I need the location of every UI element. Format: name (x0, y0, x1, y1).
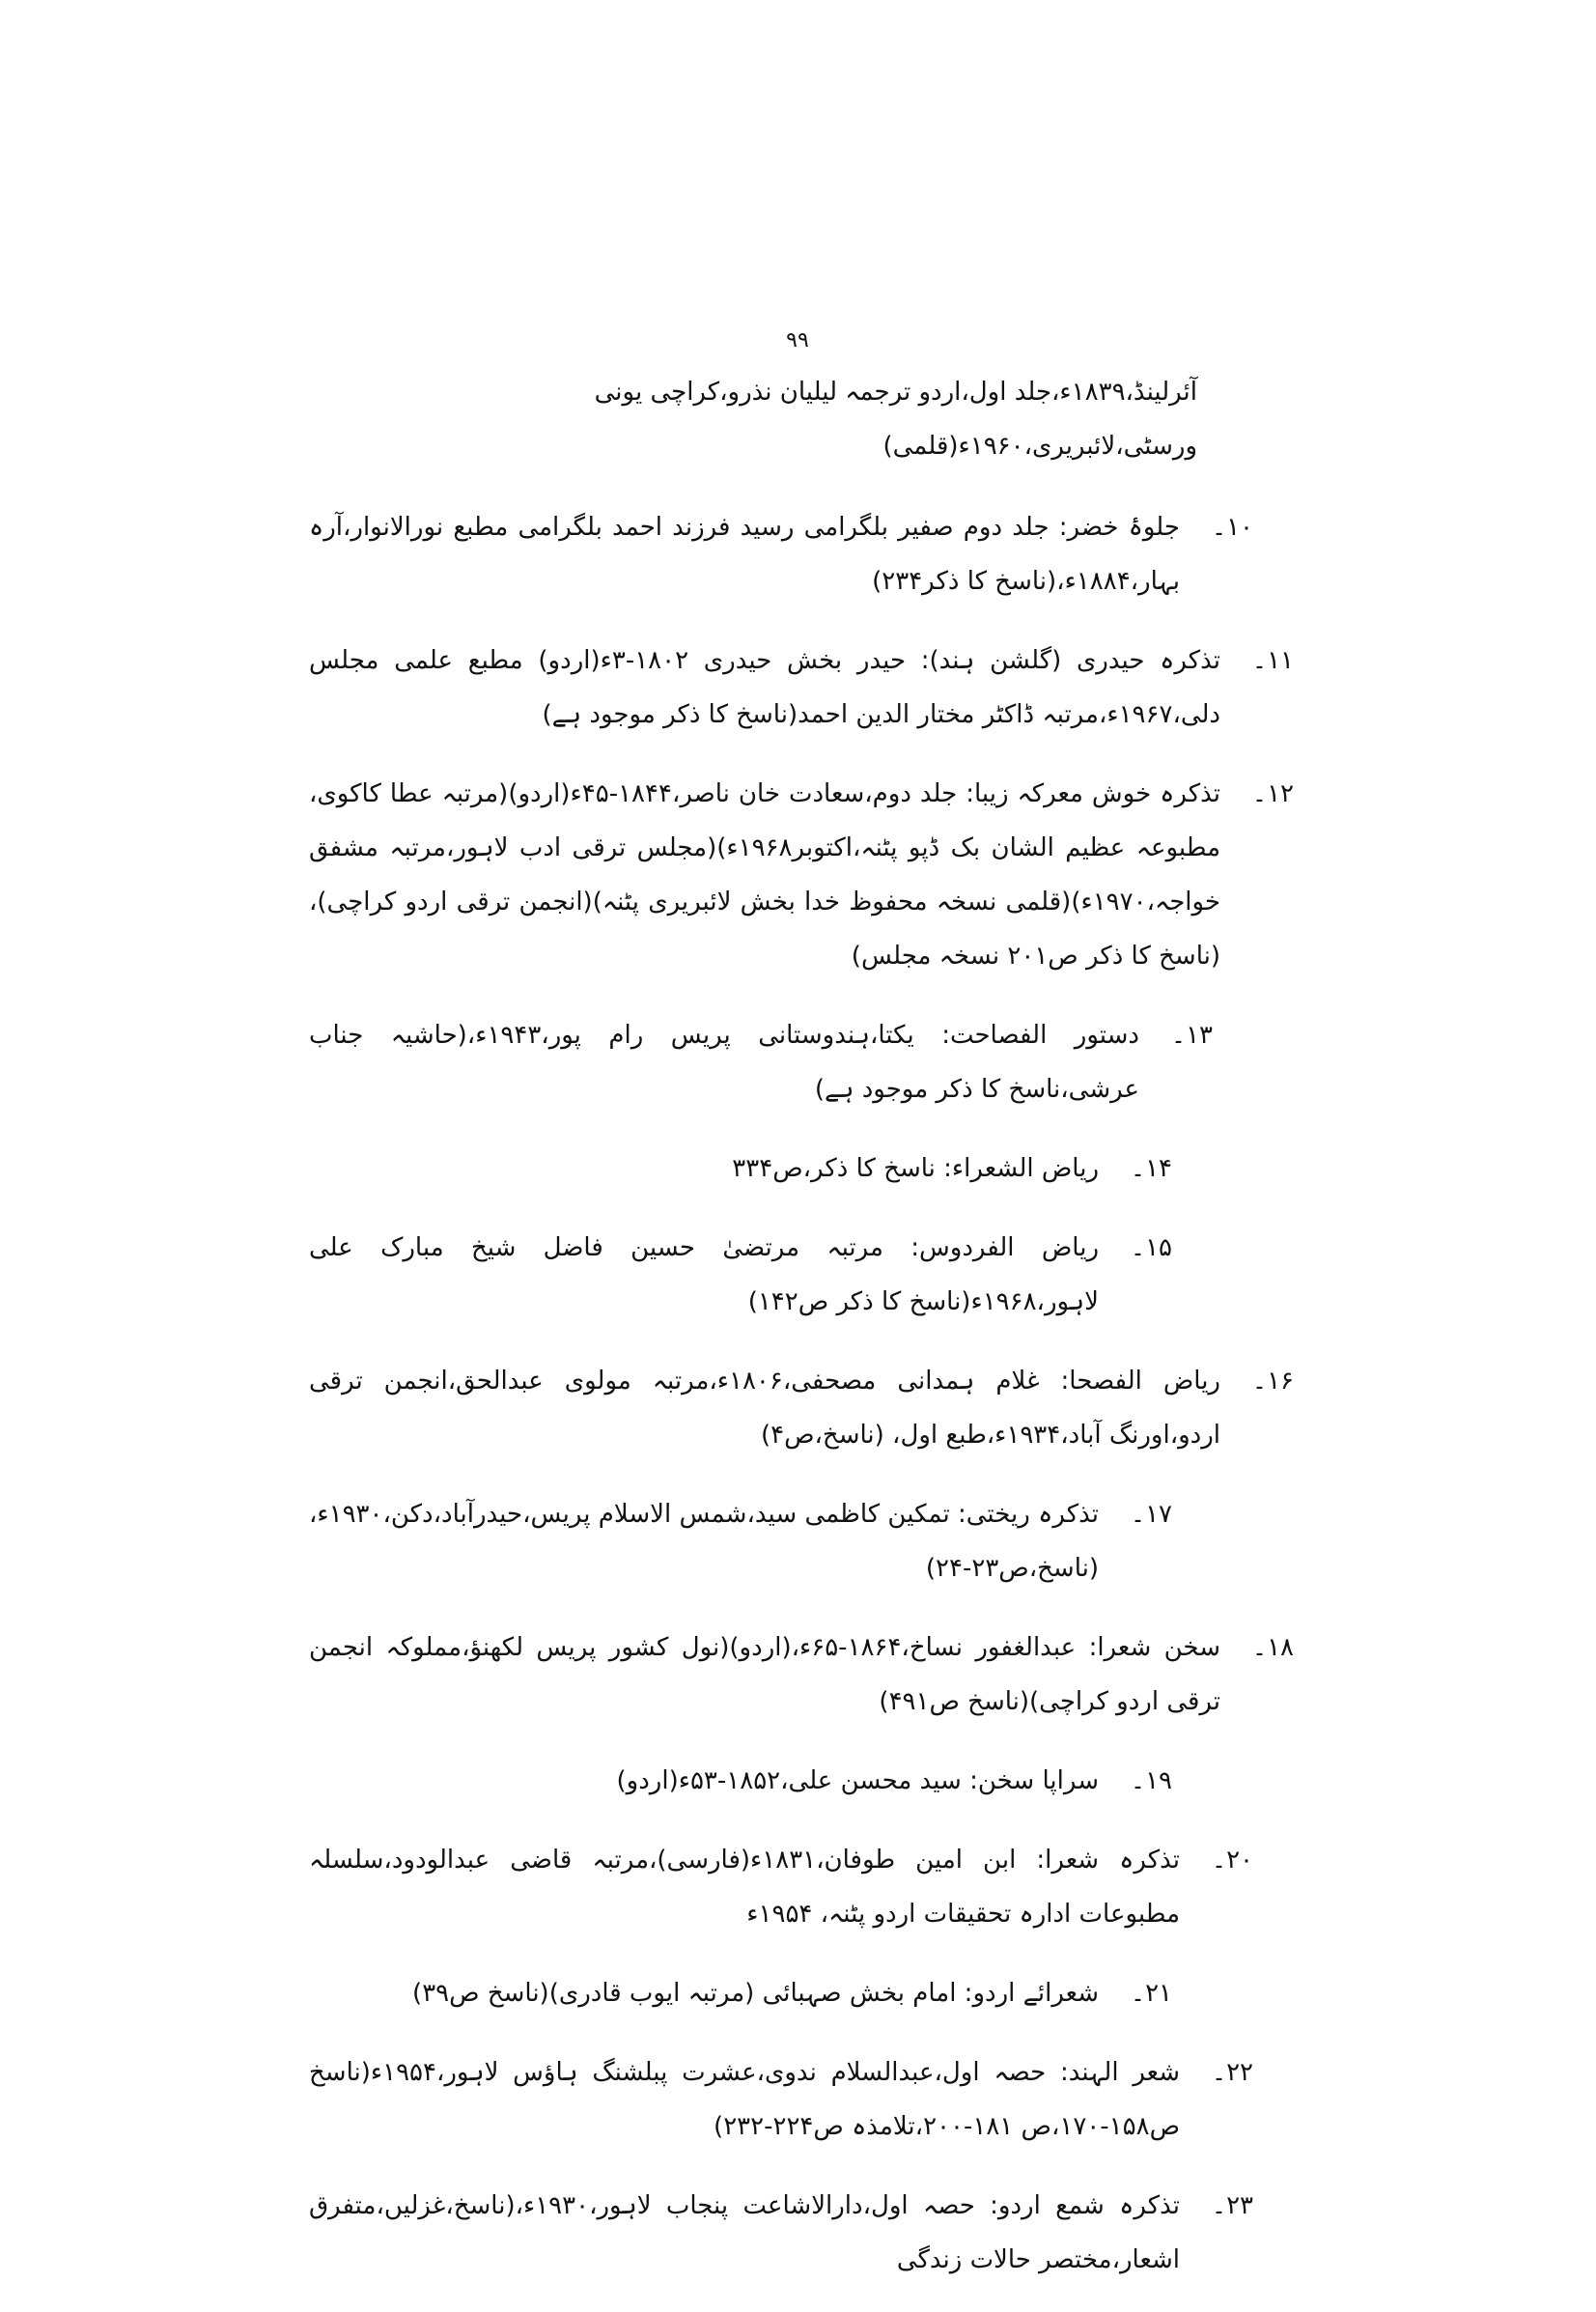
entry-number: ۲۱۔ (1130, 1979, 1172, 2008)
list-item (309, 1487, 1294, 1595)
entry-number: ۲۲۔ (1211, 2058, 1253, 2087)
list-item (309, 1833, 1294, 1941)
bibliography-list (309, 365, 1294, 2312)
entry-text: تذکرہ خوش معرکہ زیبا: جلد دوم،سعادت خان ناصر،۱۸۴۴-۴۵ء(اردو)(مرتبہ عطا کاکوی، مطبوعہ عظیم الشان بک ڈپو پٹنہ،اکتوبر۱۹۶۸ء)(مجلس ترقی ادب لاہور،مرتبہ مشفق خواجہ،۱۹۷۰ء)(قلمی نسخہ محفوظ خدا بخش لائبریری پٹنہ)(انجمن ترقی اردو کراچی)،(ناسخ کا ذکر ص۲۰۱ نسخہ مجلس) (309, 779, 1221, 971)
list-item (309, 500, 1294, 608)
continued-entry-text: آئرلینڈ،۱۸۳۹ء،جلد اول،اردو ترجمہ لیلیان نذرو،کراچی یونی ورسٹی،لائبریری،۱۹۶۰ء(قلمی) (594, 378, 1197, 461)
entry-text: تذکرہ ریختی: تمکین کاظمی سید،شمس الاسلام پریس،حیدرآباد،دکن،۱۹۳۰ء،(ناسخ،ص۲۳-۲۴) (309, 1500, 1099, 1583)
entry-text: شعر الہند: حصہ اول،عبدالسلام ندوی،عشرت پبلشنگ ہاؤس لاہور،۱۹۵۴ء(ناسخ ص۱۵۸-۱۷۰،ص ۱۸۱-۲۰۰،تلامذہ ص۲۲۴-۲۳۲) (309, 2058, 1180, 2141)
entry-text: ریاض الشعراء: ناسخ کا ذکر،ص۳۳۴ (732, 1154, 1099, 1183)
entry-number: ۱۱۔ (1251, 646, 1294, 675)
list-item (309, 2045, 1294, 2154)
entry-text: ریاض الفصحا: غلام ہمدانی مصحفی،۱۸۰۶ء،مرتبہ مولوی عبدالحق،انجمن ترقی اردو،اورنگ آباد،۱۹۳۴ء،طبع اول، (ناسخ،ص۴) (309, 1367, 1220, 1450)
entry-text: جلوۂ خضر: جلد دوم صفیر بلگرامی رسید فرزند احمد بلگرامی مطبع نورالانوار،آرہ بہار،۱۸۸۴ء،(ناسخ کا ذکر۲۳۴) (309, 513, 1180, 596)
entry-text: سراپا سخن: سید محسن علی،۱۸۵۲-۵۳ء(اردو) (616, 1766, 1099, 1795)
entry-text: تذکرہ حیدری (گلشن ہند): حیدر بخش حیدری ۱۸۰۲-۳ء(اردو) مطبع علمی مجلس دلی،۱۹۶۷ء،مرتبہ ڈاکٹر مختار الدین احمد(ناسخ کا ذکر موجود ہے) (309, 646, 1220, 729)
entry-number: ۱۰۔ (1211, 513, 1253, 542)
entry-text: تذکرہ شمع اردو: حصہ اول،دارالاشاعت پنجاب لاہور،۱۹۳۰ء،(ناسخ،غزلیں،متفرق اشعار،مختصر حالات زندگی (309, 2191, 1180, 2274)
list-item (309, 1221, 1294, 1329)
list-item (309, 767, 1294, 983)
page-number: ۹۹ (786, 328, 809, 352)
list-item (309, 1966, 1294, 2020)
entry-text: تذکرہ شعرا: ابن امین طوفان،۱۸۳۱ء(فارسی)،مرتبہ قاضی عبدالودود،سلسلہ مطبوعات ادارہ تحقیقات اردو پٹنہ، ۱۹۵۴ء (309, 1846, 1180, 1929)
entry-text: ریاض الفردوس: مرتبہ مرتضیٰ حسین فاضل شیخ مبارک علی لاہور،۱۹۶۸ء(ناسخ کا ذکر ص۱۴۲) (309, 1233, 1099, 1316)
list-item (309, 2179, 1294, 2287)
list-item (309, 1621, 1294, 1729)
list-item (309, 1754, 1294, 1808)
entry-number: ۲۰۔ (1211, 1846, 1253, 1875)
entry-number: ۱۸۔ (1251, 1633, 1294, 1662)
entry-number: ۱۵۔ (1130, 1233, 1172, 1262)
entry-text: سخن شعرا: عبدالغفور نساخ،۱۸۶۴-۶۵ء،(اردو)(نول کشور پریس لکھنؤ،مملوکہ انجمن ترقی اردو کراچی)(ناسخ ص۴۹۱) (309, 1633, 1220, 1716)
list-item (309, 1008, 1294, 1116)
entry-number: ۱۳۔ (1170, 1021, 1213, 1050)
entry-number: ۱۶۔ (1251, 1367, 1294, 1396)
entry-number: ۱۷۔ (1130, 1500, 1172, 1529)
entry-number: ۱۹۔ (1130, 1766, 1172, 1795)
entry-number: ۱۴۔ (1130, 1154, 1172, 1183)
entry-text: دستور الفصاحت: یکتا،ہندوستانی پریس رام پور،۱۹۴۳ء،(حاشیہ جناب عرشی،ناسخ کا ذکر موجود ہے) (309, 1021, 1140, 1104)
entry-number: ۲۳۔ (1211, 2191, 1253, 2220)
list-item (309, 1142, 1294, 1196)
entry-text: شعرائے اردو: امام بخش صہبائی (مرتبہ ایوب قادری)(ناسخ ص۳۹) (412, 1979, 1099, 2008)
list-item (309, 1354, 1294, 1462)
entry-number: ۱۲۔ (1251, 779, 1294, 808)
list-item (309, 634, 1294, 742)
